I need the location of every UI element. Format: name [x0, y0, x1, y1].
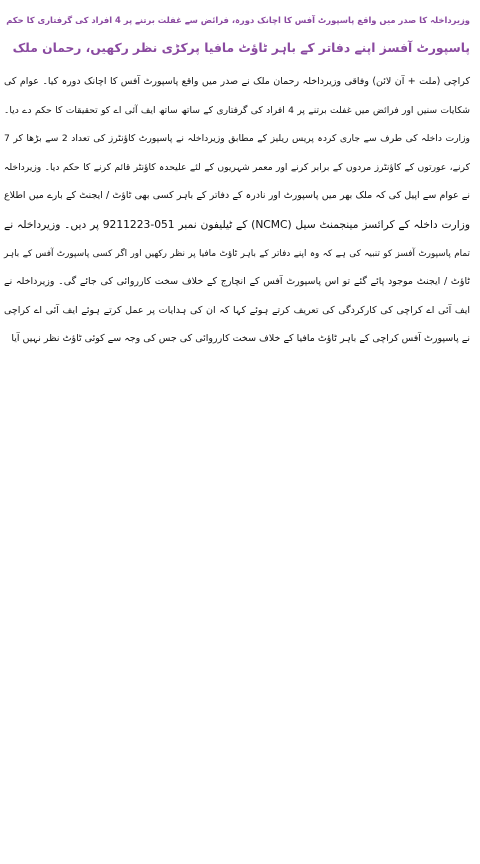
body-line-4: کرنے، عورتوں کے کاؤنٹرز مردوں کے برابر کرنے اور معمر شہریوں کے لئے علیحدہ کاؤنٹر قائم کرنے کا حکم دیا۔ وزیرداخلہ — [4, 161, 470, 173]
body-line-8: ٹاؤٹ / ایجنٹ موجود پائے گئے تو اس پاسپورٹ آفس کے انچارج کے خلاف سخت کارروائی کی جائے گی۔ وزیرداخلہ نے — [4, 276, 470, 288]
body-line-3: وزارت داخلہ کی طرف سے جاری کردہ پریس ریلیز کے مطابق وزیرداخلہ نے پاسپورٹ کاؤنٹرز کی تعداد 2 سے بڑھا کر 7 — [4, 133, 470, 145]
body-line-2: شکایات سنیں اور فرائض میں غفلت برتنے پر 4 افراد کی گرفتاری کے ساتھ ساتھ ایف آئی اے کو تحقیقات کا حکم دے دیا۔ — [4, 104, 470, 116]
article-body — [4, 68, 470, 354]
body-line-9: ایف آئی اے کراچی کی کارکردگی کی تعریف کرتے ہوئے کہا کہ ان کی ہدایات پر عمل کرتے ہوئے ایف آئی اے کراچی — [4, 304, 470, 316]
body-line-1: کراچی (ملت + آن لائن) وفاقی وزیرداخلہ رحمان ملک نے صدر میں واقع پاسپورٹ آفس کا اچانک دورہ کیا۔ عوام کی — [4, 76, 470, 87]
headline — [4, 6, 470, 62]
headline-line-2: پاسپورٹ آفسز اپنے دفاتر کے باہر ٹاؤٹ مافیا پرکڑی نظر رکھیں، رحمان ملک — [12, 41, 470, 55]
body-line-6: وزارت داخلہ کے کرائسز مینجمنٹ سیل (NCMC) کے ٹیلیفون نمبر 051-9211223 پر دیں۔ وزیرداخلہ نے — [4, 217, 470, 231]
body-line-10: نے پاسپورٹ آفس کراچی کے باہر ٹاؤٹ مافیا کے خلاف سخت کارروائی کی جس کی وجہ سے کوئی ٹاؤٹ نظر نہیں آیا — [11, 333, 470, 345]
body-line-5: نے عوام سے اپیل کی کہ ملک بھر میں پاسپورٹ اور نادرہ کے دفاتر کے باہر کسی بھی ٹاؤٹ / ایجنٹ کے بارے میں اطلاع — [4, 190, 470, 202]
body-line-7: تمام پاسپورٹ آفسز کو تنبیہ کی ہے کہ وہ اپنے دفاتر کے باہر ٹاؤٹ مافیا پر نظر رکھیں اور اگر کسی پاسپورٹ آفس کے باہر — [4, 248, 470, 259]
headline-line-1: وزیرداخلہ کا صدر میں واقع پاسپورٹ آفس کا اچانک دورہ، فرائض سے غفلت برتنے پر 4 افراد کی گرفتاری کا حکم — [6, 15, 470, 25]
